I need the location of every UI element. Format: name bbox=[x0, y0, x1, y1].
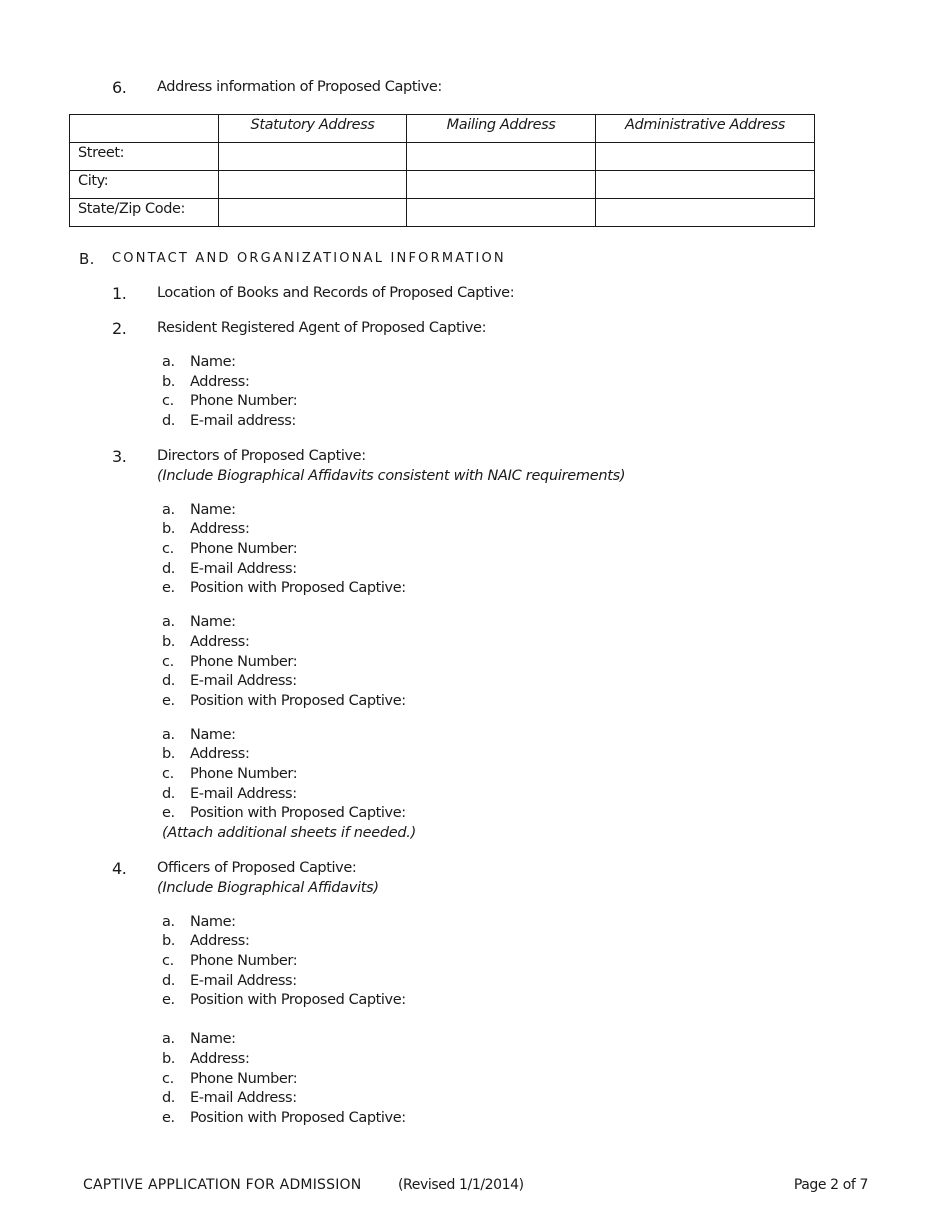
list-item-letter: b. bbox=[162, 933, 176, 949]
list-item-letter: d. bbox=[162, 973, 176, 989]
list-item-letter: c. bbox=[162, 654, 174, 670]
item-4-number: 4. bbox=[112, 859, 127, 878]
list-item-letter: d. bbox=[162, 413, 176, 429]
agent-address-label: Address: bbox=[190, 374, 250, 390]
list-item-letter: d. bbox=[162, 1090, 176, 1106]
item-6-label: Address information of Proposed Captive: bbox=[157, 79, 442, 95]
address-cell-state-zip-mailing[interactable] bbox=[407, 199, 596, 227]
officer-2-phone-label: Phone Number: bbox=[190, 1071, 298, 1087]
address-row-label-city: City: bbox=[70, 171, 219, 199]
list-item-letter: b. bbox=[162, 746, 176, 762]
list-item-letter: e. bbox=[162, 805, 175, 821]
address-cell-city-statutory[interactable] bbox=[219, 171, 407, 199]
list-item-letter: e. bbox=[162, 992, 175, 1008]
footer-title: CAPTIVE APPLICATION FOR ADMISSION bbox=[83, 1177, 362, 1193]
director-1-phone-label: Phone Number: bbox=[190, 541, 298, 557]
section-b-heading bbox=[79, 250, 506, 268]
directors-attach-note: (Attach additional sheets if needed.) bbox=[162, 825, 416, 841]
officer-2-address-label: Address: bbox=[190, 1051, 250, 1067]
list-item-letter: e. bbox=[162, 580, 175, 596]
address-table-header-administrative: Administrative Address bbox=[596, 115, 815, 143]
table-row bbox=[70, 199, 815, 227]
section-b-title: CONTACT AND ORGANIZATIONAL INFORMATION bbox=[112, 251, 506, 266]
address-table-header-row bbox=[70, 115, 815, 143]
list-item-letter: c. bbox=[162, 541, 174, 557]
address-cell-city-mailing[interactable] bbox=[407, 171, 596, 199]
address-table bbox=[69, 114, 815, 227]
item-3-label: Directors of Proposed Captive: bbox=[157, 448, 366, 464]
officer-2-position-label: Position with Proposed Captive: bbox=[190, 1110, 406, 1126]
officer-1-position-label: Position with Proposed Captive: bbox=[190, 992, 406, 1008]
list-item-letter: b. bbox=[162, 521, 176, 537]
director-1-position-label: Position with Proposed Captive: bbox=[190, 580, 406, 596]
list-item-letter: a. bbox=[162, 354, 175, 370]
table-row bbox=[70, 143, 815, 171]
director-2-address-label: Address: bbox=[190, 634, 250, 650]
list-item-letter: d. bbox=[162, 786, 176, 802]
footer-revised: (Revised 1/1/2014) bbox=[398, 1177, 524, 1193]
list-item-letter: a. bbox=[162, 1031, 175, 1047]
director-3-name-label: Name: bbox=[190, 727, 236, 743]
address-cell-street-administrative[interactable] bbox=[596, 143, 815, 171]
director-2-phone-label: Phone Number: bbox=[190, 654, 298, 670]
address-row-label-street: Street: bbox=[70, 143, 219, 171]
item-4-note: (Include Biographical Affidavits) bbox=[157, 880, 379, 896]
address-cell-state-zip-administrative[interactable] bbox=[596, 199, 815, 227]
list-item-letter: b. bbox=[162, 1051, 176, 1067]
director-3-position-label: Position with Proposed Captive: bbox=[190, 805, 406, 821]
agent-name-label: Name: bbox=[190, 354, 236, 370]
director-1-email-label: E-mail Address: bbox=[190, 561, 297, 577]
footer-page-number: Page 2 of 7 bbox=[793, 1177, 868, 1193]
list-item-letter: b. bbox=[162, 634, 176, 650]
item-3-note: (Include Biographical Affidavits consistent with NAIC requirements) bbox=[157, 468, 626, 484]
officer-2-email-label: E-mail Address: bbox=[190, 1090, 297, 1106]
table-row bbox=[70, 171, 815, 199]
address-cell-city-administrative[interactable] bbox=[596, 171, 815, 199]
item-4-label: Officers of Proposed Captive: bbox=[157, 860, 357, 876]
list-item-letter: a. bbox=[162, 727, 175, 743]
agent-email-label: E-mail address: bbox=[190, 413, 296, 429]
director-3-phone-label: Phone Number: bbox=[190, 766, 298, 782]
list-item-letter: d. bbox=[162, 561, 176, 577]
list-item-letter: c. bbox=[162, 766, 174, 782]
list-item-letter: a. bbox=[162, 914, 175, 930]
officer-1-email-label: E-mail Address: bbox=[190, 973, 297, 989]
list-item-letter: a. bbox=[162, 502, 175, 518]
item-1-number: 1. bbox=[112, 284, 127, 303]
director-2-position-label: Position with Proposed Captive: bbox=[190, 693, 406, 709]
director-2-email-label: E-mail Address: bbox=[190, 673, 297, 689]
director-1-name-label: Name: bbox=[190, 502, 236, 518]
list-item-letter: e. bbox=[162, 693, 175, 709]
director-3-address-label: Address: bbox=[190, 746, 250, 762]
officer-1-name-label: Name: bbox=[190, 914, 236, 930]
address-table-header-empty bbox=[70, 115, 219, 143]
list-item-letter: c. bbox=[162, 1071, 174, 1087]
officer-2-name-label: Name: bbox=[190, 1031, 236, 1047]
agent-phone-label: Phone Number: bbox=[190, 393, 298, 409]
list-item-letter: e. bbox=[162, 1110, 175, 1126]
address-cell-street-mailing[interactable] bbox=[407, 143, 596, 171]
address-cell-state-zip-statutory[interactable] bbox=[219, 199, 407, 227]
item-2-label: Resident Registered Agent of Proposed Captive: bbox=[157, 320, 487, 336]
item-1-label: Location of Books and Records of Proposed Captive: bbox=[157, 285, 515, 301]
section-b-letter: B. bbox=[79, 250, 95, 268]
address-cell-street-statutory[interactable] bbox=[219, 143, 407, 171]
director-3-email-label: E-mail Address: bbox=[190, 786, 297, 802]
officer-1-phone-label: Phone Number: bbox=[190, 953, 298, 969]
list-item-letter: d. bbox=[162, 673, 176, 689]
director-2-name-label: Name: bbox=[190, 614, 236, 630]
address-table-header-mailing: Mailing Address bbox=[407, 115, 596, 143]
officer-1-address-label: Address: bbox=[190, 933, 250, 949]
list-item-letter: b. bbox=[162, 374, 176, 390]
list-item-letter: c. bbox=[162, 953, 174, 969]
item-2-number: 2. bbox=[112, 319, 127, 338]
item-6-number: 6. bbox=[112, 78, 127, 97]
item-3-number: 3. bbox=[112, 447, 127, 466]
address-row-label-state-zip: State/Zip Code: bbox=[70, 199, 219, 227]
list-item-letter: a. bbox=[162, 614, 175, 630]
director-1-address-label: Address: bbox=[190, 521, 250, 537]
list-item-letter: c. bbox=[162, 393, 174, 409]
address-table-header-statutory: Statutory Address bbox=[219, 115, 407, 143]
